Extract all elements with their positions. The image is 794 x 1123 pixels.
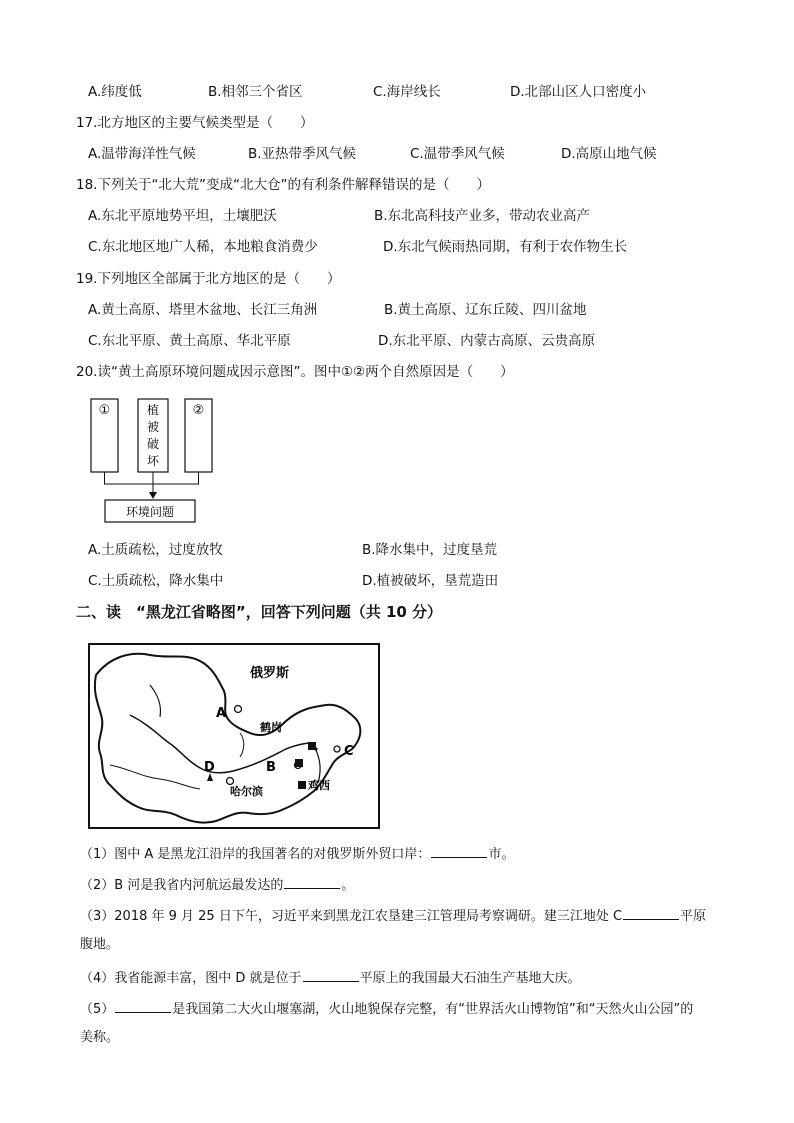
city-c-marker <box>334 746 340 752</box>
vegetation-char-1: 植 <box>146 403 160 417</box>
q17-stem: 17.北方地区的主要气候类型是（ ） <box>76 115 314 131</box>
label-b: B <box>266 760 276 775</box>
s2-q1-blank[interactable] <box>431 843 487 858</box>
heilongjiang-map <box>88 643 380 829</box>
q16-option-c: C.海岸线长 <box>373 84 441 100</box>
q17-option-b: B.亚热带季风气候 <box>248 146 357 162</box>
q18-option-a: A.东北平原地势平坦，土壤肥沃 <box>88 208 277 224</box>
boundary-east <box>240 733 244 757</box>
s2-q1-text: （1）图中 A 是黑龙江沿岸的我国著名的对俄罗斯外贸口岸： <box>80 847 431 862</box>
q16-option-b: B.相邻三个省区 <box>208 84 303 100</box>
province-border <box>95 654 360 823</box>
city-a-marker <box>235 706 242 713</box>
q18-option-d: D.东北气候雨热同期，有利于农作物生长 <box>383 239 628 255</box>
s2-question-3 <box>80 905 740 926</box>
q20-option-d: D.植被破坏，垦荒造田 <box>362 573 499 589</box>
label-hegang: 鹤岗 <box>260 721 282 734</box>
label-russia: 俄罗斯 <box>250 666 290 681</box>
s2-question-1 <box>80 843 514 864</box>
cause-diagram <box>88 396 218 526</box>
s2-q5-continuation: 美称。 <box>80 1030 120 1045</box>
label-d: D <box>204 760 215 775</box>
s2-question-5 <box>80 998 693 1019</box>
label-a: A <box>216 706 227 721</box>
jixi-square-icon <box>298 781 306 789</box>
q17-option-c: C.温带季风气候 <box>410 146 505 162</box>
label-c: C <box>344 744 354 759</box>
q19-stem: 19.下列地区全部属于北方地区的是（ ） <box>76 271 341 287</box>
result-label: 环境问题 <box>125 505 175 519</box>
cause-box-1-label: ① <box>98 403 111 418</box>
s2-q4-blank[interactable] <box>303 967 359 982</box>
river-songhua <box>130 715 240 773</box>
s2-question-2 <box>80 874 354 895</box>
s2-q2-text: （2）B 河是我省内河航运最发达的 <box>80 878 284 893</box>
river-nen <box>150 685 161 717</box>
section-2-title: 二、读 “黑龙江省略图”，回答下列问题（共 10 分） <box>76 603 443 621</box>
label-jixi: 鸡西 <box>308 779 330 792</box>
connector-line <box>105 472 199 484</box>
boundary-south <box>110 765 200 789</box>
q18-option-b: B.东北高科技产业多，带动农业高产 <box>374 208 591 224</box>
q20-option-b: B.降水集中，过度垦荒 <box>362 542 498 558</box>
s2-q1-suffix: 市。 <box>488 847 515 862</box>
s2-q3-text: （3）2018 年 9 月 25 日下午，习近平来到黑龙江农垦建三江管理局考察调研。建三江地处 C <box>80 909 623 924</box>
q19-option-c: C.东北平原、黄土高原、华北平原 <box>88 333 291 349</box>
dot-marker <box>314 747 317 750</box>
q20-option-c: C.土质疏松，降水集中 <box>88 573 224 589</box>
q18-stem: 18.下列关于“北大荒”变成“北大仓”的有利条件解释错误的是（ ） <box>76 177 490 193</box>
vegetation-char-3: 破 <box>146 437 160 451</box>
s2-question-4 <box>80 967 581 988</box>
map-drawing <box>90 645 378 827</box>
q17-option-a: A.温带海洋性气候 <box>88 146 196 162</box>
s2-q4-text: （4）我省能源丰富，图中 D 就是位于 <box>80 971 302 986</box>
vegetation-char-2: 被 <box>146 420 160 434</box>
mine-square-icon <box>295 759 303 767</box>
s2-q2-suffix: 。 <box>341 878 355 893</box>
s2-q3-blank[interactable] <box>623 905 679 920</box>
q19-option-a: A.黄土高原、塔里木盆地、长江三角洲 <box>88 302 318 318</box>
q20-option-a: A.土质疏松，过度放牧 <box>88 542 223 558</box>
q20-stem: 20.读“黄土高原环境问题成因示意图”。图中①②两个自然原因是（ ） <box>76 364 514 380</box>
s2-q2-blank[interactable] <box>284 874 340 889</box>
q19-option-b: B.黄土高原、辽东丘陵、四川盆地 <box>384 302 587 318</box>
q16-option-a: A.纬度低 <box>88 84 142 100</box>
arrow-head-icon <box>149 492 157 499</box>
vegetation-char-4: 坏 <box>146 454 160 468</box>
q19-option-d: D.东北平原、内蒙古高原、云贵高原 <box>378 333 596 349</box>
cause-box-2-label: ② <box>192 403 205 418</box>
q17-option-d: D.高原山地气候 <box>561 146 657 162</box>
label-harbin: 哈尔滨 <box>230 785 263 798</box>
s2-q3-continuation: 腹地。 <box>80 937 120 952</box>
s2-q3-suffix: 平原 <box>680 909 707 924</box>
s2-q5-suffix: 是我国第二大火山堰塞湖，火山地貌保存完整，有“世界活火山博物馆”和“天然火山公园”的 <box>172 1002 694 1017</box>
q18-option-c: C.东北地区地广人稀，本地粮食消费少 <box>88 239 318 255</box>
s2-q5-blank[interactable] <box>115 998 171 1013</box>
s2-q4-suffix: 平原上的我国最大石油生产基地大庆。 <box>359 971 581 986</box>
s2-q5-text: （5） <box>80 1002 115 1017</box>
q16-option-d: D.北部山区人口密度小 <box>510 84 647 100</box>
harbin-marker <box>227 778 234 785</box>
